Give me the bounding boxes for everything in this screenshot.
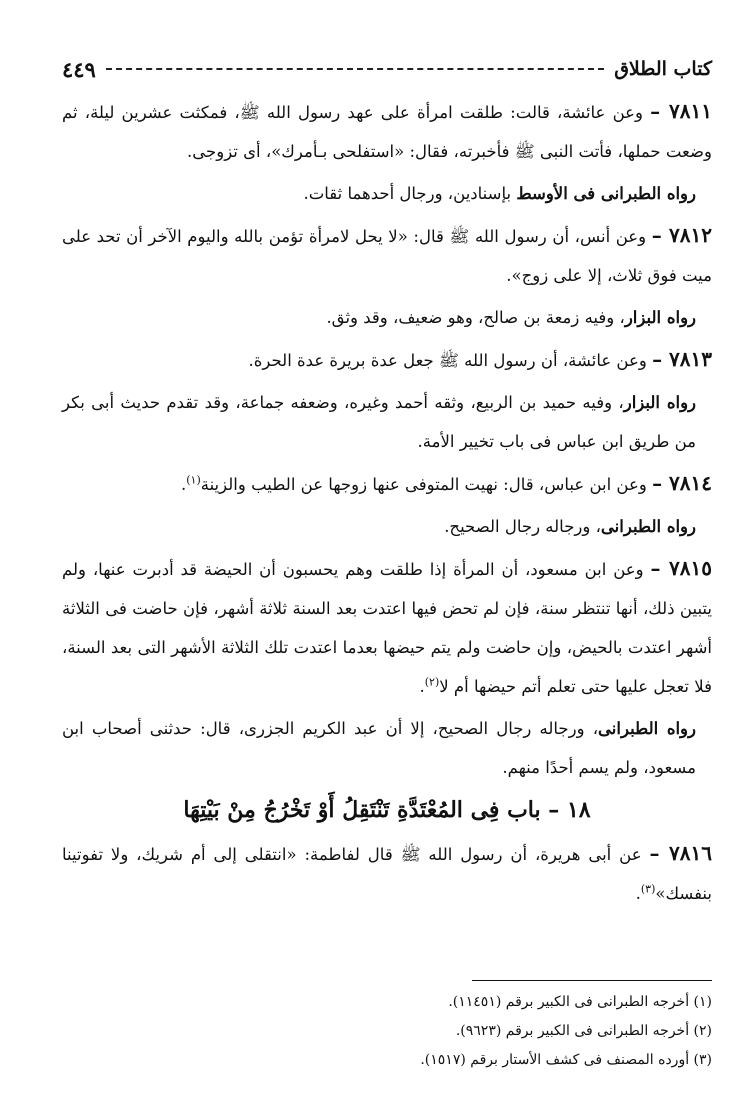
- footnote-separator: [472, 980, 712, 981]
- source-label: رواه الطبرانى: [600, 517, 696, 536]
- source-label: رواه البزار: [623, 393, 697, 412]
- hadith-text: وعن ابن عباس، قال: نهيت المتوفى عنها زوجها عن الطيب والزينة: [200, 475, 647, 494]
- footnote: (٢) أخرجه الطبرانى فى الكبير برقم (٩٦٢٣).: [455, 1023, 712, 1039]
- page-number: ٤٤٩: [62, 56, 96, 82]
- main-text: [62, 92, 712, 916]
- source-text: ، وفيه زمعة بن صالح، وهو ضعيف، وقد وثق.: [326, 308, 625, 327]
- footnote-ref[interactable]: (٣): [640, 882, 656, 896]
- source-note: [62, 709, 712, 787]
- source-text: بإسنادين، ورجال أحدهما ثقات.: [303, 184, 517, 203]
- footnote-ref[interactable]: (١): [186, 473, 201, 487]
- hadith-text: وعن عائشة، قالت: طلقت امرأة على عهد رسول الله ﷺ، فمكثت عشرين ليلة، ثم وضعت حملها، فأتت النبى ﷺ فأخبرته، فقال: «استفلحى بـأمرك»، أى تزوجى.: [62, 103, 712, 161]
- hadith-number: ٧٨١١ –: [650, 99, 712, 123]
- hadith-entry: [62, 92, 712, 171]
- hadith-number: ٧٨١٥ –: [650, 556, 713, 580]
- hadith-text: وعن ابن مسعود، أن المرأة إذا طلقت وهم يحسبون أن الحيضة قد أدبرت عنها، ولم يتبين ذلك، أنها تنتظر سنة، فإن لم تحض فيها اعتدت بعد السنة ثلاثة أشهر، فإن حاضت فى الثلاثة أشهر اعتدت بالحيض، وإن حاضت ولم يتم حيضها بعدما اعتدت تلك الثلاثة الأشهر التى بعد السنة، فلا تعجل عليها حتى تعلم أتم حيضها أم لا: [62, 560, 712, 696]
- source-label: رواه الطبرانى: [598, 719, 696, 738]
- hadith-number: ٧٨١٤ –: [652, 471, 712, 495]
- chapter-heading: ١٨ – باب فِى المُعْتَدَّةِ تَنْتَقِلُ أَوْ تَخْرُجُ مِنْ بَيْتِهَا: [183, 797, 591, 823]
- hadith-text: وعن عائشة، أن رسول الله ﷺ جعل عدة بريرة عدة الحرة.: [248, 351, 647, 370]
- sentence-end: .: [635, 884, 641, 903]
- hadith-entry: [62, 549, 712, 706]
- page-header: [62, 52, 712, 86]
- source-text: ، وفيه حميد بن الربيع، وثقه أحمد وغيره، وضعفه جماعة، وقد تقدم حديث أبى بكر من طريق ابن عباس فى باب تخيير الأمة.: [62, 393, 696, 451]
- sentence-end: .: [419, 677, 425, 696]
- source-note: [62, 383, 712, 461]
- book-title: كتاب الطلاق: [614, 58, 712, 80]
- hadith-entry: [62, 340, 712, 380]
- sentence-end: .: [180, 475, 187, 494]
- source-label: رواه الطبرانى فى الأوسط: [516, 184, 696, 203]
- hadith-entry: [62, 834, 712, 913]
- source-note: [62, 507, 712, 546]
- header-dashed-rule: [106, 68, 604, 70]
- hadith-entry: [62, 464, 712, 504]
- footnote: (٣) أورده المصنف فى كشف الأستار برقم (١٥١٧).: [420, 1052, 712, 1068]
- hadith-number: ٧٨١٦ –: [649, 841, 713, 865]
- hadith-entry: [62, 216, 712, 295]
- hadith-text: وعن أنس، أن رسول الله ﷺ قال: «لا يحل لامرأة تؤمن بالله واليوم الآخر أن تحد على ميت فوق ثلاث، إلا على زوج».: [62, 227, 712, 285]
- source-label: رواه البزار: [624, 308, 696, 327]
- source-text: ، ورجاله رجال الصحيح، إلا أن عبد الكريم الجزرى، قال: حدثنى أصحاب ابن مسعود، ولم يسم أحدًا منهم.: [62, 719, 696, 777]
- hadith-number: ٧٨١٣ –: [652, 347, 712, 371]
- footnotes: [62, 988, 712, 1075]
- hadith-text: عن أبى هريرة، أن رسول الله ﷺ قال لفاطمة: «انتقلى إلى أم شريك، ولا تفوتينا بنفسك»: [62, 845, 712, 903]
- source-text: ، ورجاله رجال الصحيح.: [444, 517, 601, 536]
- source-note: [62, 174, 712, 213]
- footnote: (١) أخرجه الطبرانى فى الكبير برقم (١١٤٥١).: [448, 994, 712, 1010]
- footnote-ref[interactable]: (٢): [424, 675, 440, 689]
- hadith-number: ٧٨١٢ –: [651, 223, 713, 247]
- source-note: [62, 298, 712, 337]
